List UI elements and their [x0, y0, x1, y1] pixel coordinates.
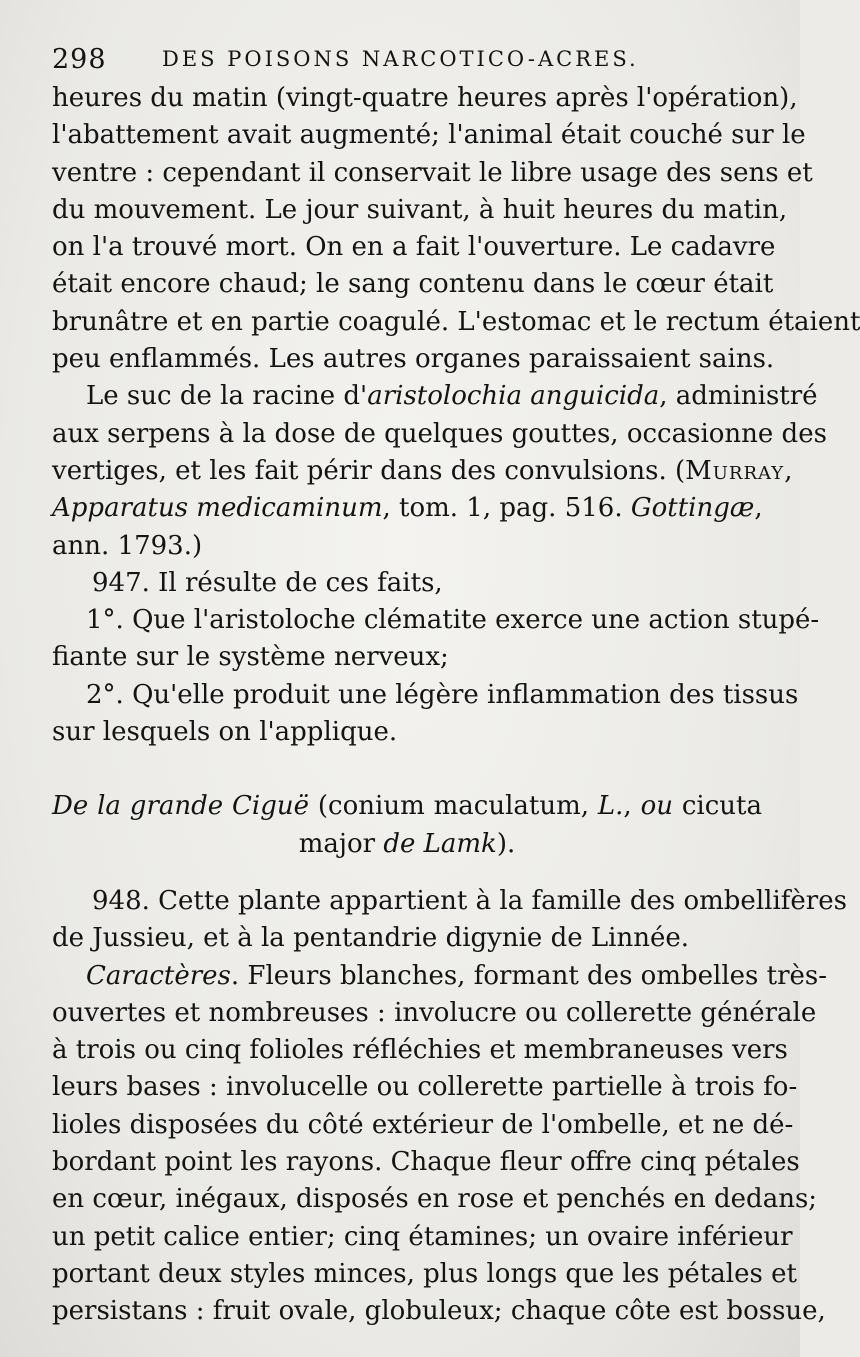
text-line: on l'a trouvé mort. On en a fait l'ouverture. Le cadavre	[52, 232, 776, 263]
text-run: major	[298, 828, 384, 859]
text-run: (conium maculatum,	[309, 791, 598, 822]
italic-run: L.	[597, 791, 624, 822]
text-line: 947. Il résulte de ces faits,	[92, 567, 443, 598]
page-number: 298	[52, 44, 107, 75]
text-line: l'abattement avait augmenté; l'animal était couché sur le	[52, 120, 806, 151]
text-run: ).	[496, 828, 516, 859]
page-header	[52, 44, 752, 84]
text-line: ouvertes et nombreuses : involucre ou collerette générale	[52, 997, 817, 1028]
text-run: ,	[754, 493, 763, 524]
text-line: ann. 1793.)	[52, 530, 203, 561]
italic-run: De la grande Ciguë	[52, 791, 310, 822]
text-line	[52, 490, 762, 527]
body-text	[52, 80, 860, 1331]
italic-run: ou	[640, 791, 673, 822]
text-line: en cœur, inégaux, disposés en rose et penchés en dedans;	[52, 1184, 818, 1215]
text-line: de Jussieu, et à la pentandrie digynie de Linnée.	[52, 923, 689, 954]
text-line: peu enflammés. Les autres organes paraissaient sains.	[52, 344, 775, 375]
italic-run: de Lamk	[383, 828, 497, 859]
text-line: un petit calice entier; cinq étamines; un ovaire inférieur	[52, 1221, 793, 1252]
text-run: . Fleurs blanches, formant des ombelles très-	[230, 960, 828, 991]
text-run: , tom. 1, pag. 516.	[382, 493, 623, 524]
text-line: brunâtre et en partie coagulé. L'estomac et le rectum étaient	[52, 306, 860, 337]
text-line: 948. Cette plante appartient à la famille des ombellifères	[92, 885, 847, 916]
text-run: cicuta	[672, 791, 762, 822]
text-line	[52, 453, 793, 490]
italic-run: Caractères	[86, 960, 231, 991]
text-line: du mouvement. Le jour suivant, à huit heures du matin,	[52, 194, 788, 225]
text-line: leurs bases : involucelle ou collerette partielle à trois fo-	[52, 1072, 798, 1103]
text-run: Le suc de la racine d'	[86, 381, 368, 412]
text-line: portant deux styles minces, plus longs que les pétales et	[52, 1258, 797, 1289]
section-gap	[52, 751, 762, 788]
italic-run: Apparatus medicaminum	[52, 493, 383, 524]
section-heading-line	[52, 826, 762, 863]
text-line	[52, 378, 818, 415]
text-line: lioles disposées du côté extérieur de l'ombelle, et ne dé-	[52, 1109, 794, 1140]
text-line: persistans : fruit ovale, globuleux; chaque côte est bossue,	[52, 1296, 826, 1327]
section-heading-line	[52, 788, 762, 825]
author-name: Murray	[685, 455, 785, 486]
text-line: heures du matin (vingt-quatre heures après l'opération),	[52, 83, 798, 113]
text-line: 1°. Que l'aristoloche clématite exerce une action stupé-	[86, 605, 820, 636]
text-line: ventre : cependant il conservait le libre usage des sens et	[52, 157, 813, 188]
text-line: bordant point les rayons. Chaque fleur offre cinq pétales	[52, 1147, 800, 1178]
running-title: DES POISONS NARCOTICO-ACRES.	[162, 47, 639, 71]
text-line: était encore chaud; le sang contenu dans le cœur était	[52, 269, 774, 300]
text-run: vertiges, et les fait périr dans des convulsions. (	[52, 455, 686, 486]
text-line: fiante sur le système nerveux;	[52, 642, 449, 673]
text-run: , administré	[659, 381, 818, 412]
section-gap	[52, 863, 762, 883]
text-line: aux serpens à la dose de quelques gouttes, occasionne des	[52, 418, 827, 449]
text-line: sur lesquels on l'applique.	[52, 717, 398, 748]
text-run: ,	[784, 455, 793, 486]
text-run: ,	[623, 791, 641, 822]
text-line: à trois ou cinq folioles réfléchies et membraneuses vers	[52, 1035, 788, 1066]
italic-run: aristolochia anguicida	[367, 381, 660, 412]
text-line: 2°. Qu'elle produit une légère inflammation des tissus	[86, 679, 799, 710]
italic-run: Gottingæ	[630, 493, 755, 524]
text-line	[52, 958, 828, 995]
